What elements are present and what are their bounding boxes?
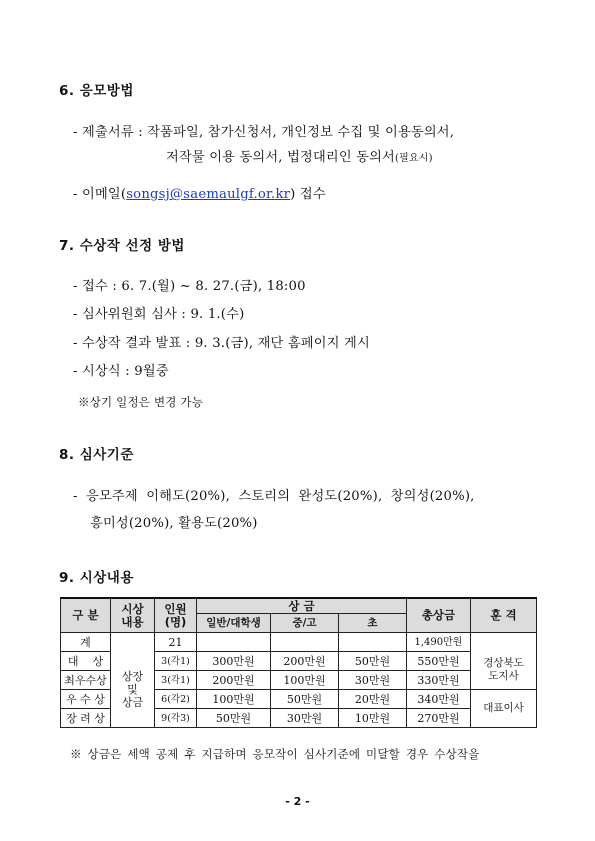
honor-ceo: 대표이사 [471, 690, 537, 728]
row-elem: 50만원 [339, 652, 407, 671]
row-elem: 10만원 [339, 709, 407, 728]
schedule-note: ※상기 일정은 변경 가능 [78, 395, 204, 409]
total-people: 21 [155, 633, 197, 652]
section-6-heading: 6. 응모방법 [59, 83, 134, 99]
prize-footnote: ※ 상금은 세액 공제 후 지급하며 응모작이 심사기준에 미달할 경우 수상작을 [70, 747, 480, 761]
header-division: 구 분 [61, 598, 111, 633]
header-honor: 훈 격 [471, 598, 537, 633]
total-general [197, 633, 271, 652]
schedule-item: - 수상작 결과 발표 : 9. 3.(금), 재단 홈페이지 게시 [73, 336, 370, 351]
row-middle: 200만원 [271, 652, 339, 671]
email-prefix: - 이메일( [73, 187, 127, 202]
submission-docs-line2-main: 저작물 이용 동의서, 법정대리인 동의서 [166, 150, 395, 165]
section-7-heading: 7. 수상작 선정 방법 [59, 238, 185, 254]
total-elem [339, 633, 407, 652]
award-empty-cell [111, 633, 155, 652]
section-9-heading: 9. 시상내용 [59, 570, 134, 586]
total-label: 계 [61, 633, 111, 652]
section-8-heading: 8. 심사기준 [59, 447, 134, 463]
table-row [61, 652, 537, 671]
total-prize-sum: 1,490만원 [407, 633, 471, 652]
schedule-item: - 접수 : 6. 7.(월) ~ 8. 27.(금), 18:00 [73, 279, 306, 294]
subheader-middle-high: 중/고 [271, 614, 339, 633]
submission-docs-line2 [166, 146, 433, 165]
row-people: 3(각1) [155, 671, 197, 690]
header-prize: 상 금 [197, 598, 407, 614]
table-row-total [61, 633, 537, 652]
row-people: 6(각2) [155, 690, 197, 709]
row-total: 330만원 [407, 671, 471, 690]
header-total-prize: 총상금 [407, 598, 471, 633]
subheader-general: 일반/대학생 [197, 614, 271, 633]
row-middle: 30만원 [271, 709, 339, 728]
header-people: 인원(명) [155, 598, 197, 633]
header-award-content: 시상내용 [111, 598, 155, 633]
schedule-item: - 심사위원회 심사 : 9. 1.(수) [73, 307, 245, 322]
row-total: 340만원 [407, 690, 471, 709]
honor-governor: 경상북도 도지사 [471, 652, 537, 690]
row-total: 270만원 [407, 709, 471, 728]
row-people: 9(각3) [155, 709, 197, 728]
row-general: 100만원 [197, 690, 271, 709]
row-label: 대 상 [61, 652, 111, 671]
honor-empty-cell [471, 633, 537, 652]
email-line [73, 183, 326, 202]
row-label: 장 려 상 [61, 709, 111, 728]
total-middle [271, 633, 339, 652]
row-label: 최우수상 [61, 671, 111, 690]
row-middle: 100만원 [271, 671, 339, 690]
schedule-item: - 시상식 : 9월중 [73, 364, 169, 379]
row-middle: 50만원 [271, 690, 339, 709]
row-elem: 20만원 [339, 690, 407, 709]
award-content: 상장 및 상금 [111, 652, 155, 728]
awards-table [60, 597, 537, 728]
submission-docs-line2-small: (필요시) [394, 153, 433, 164]
criteria-line1: - 응모주제 이해도(20%), 스토리의 완성도(20%), 창의성(20%), [73, 489, 475, 504]
submission-docs-line1: - 제출서류 : 작품파일, 참가신청서, 개인정보 수집 및 이용동의서, [73, 125, 455, 140]
row-general: 200만원 [197, 671, 271, 690]
row-people: 3(각1) [155, 652, 197, 671]
criteria-line2: 흥미성(20%), 활용도(20%) [90, 516, 258, 531]
row-general: 300만원 [197, 652, 271, 671]
page-number: - 2 - [285, 795, 310, 808]
row-label: 우 수 상 [61, 690, 111, 709]
row-elem: 30만원 [339, 671, 407, 690]
email-suffix: ) 접수 [290, 187, 326, 202]
email-link[interactable]: songsj@saemaulgf.or.kr [126, 187, 291, 202]
row-total: 550만원 [407, 652, 471, 671]
subheader-elementary: 초 [339, 614, 407, 633]
row-general: 50만원 [197, 709, 271, 728]
